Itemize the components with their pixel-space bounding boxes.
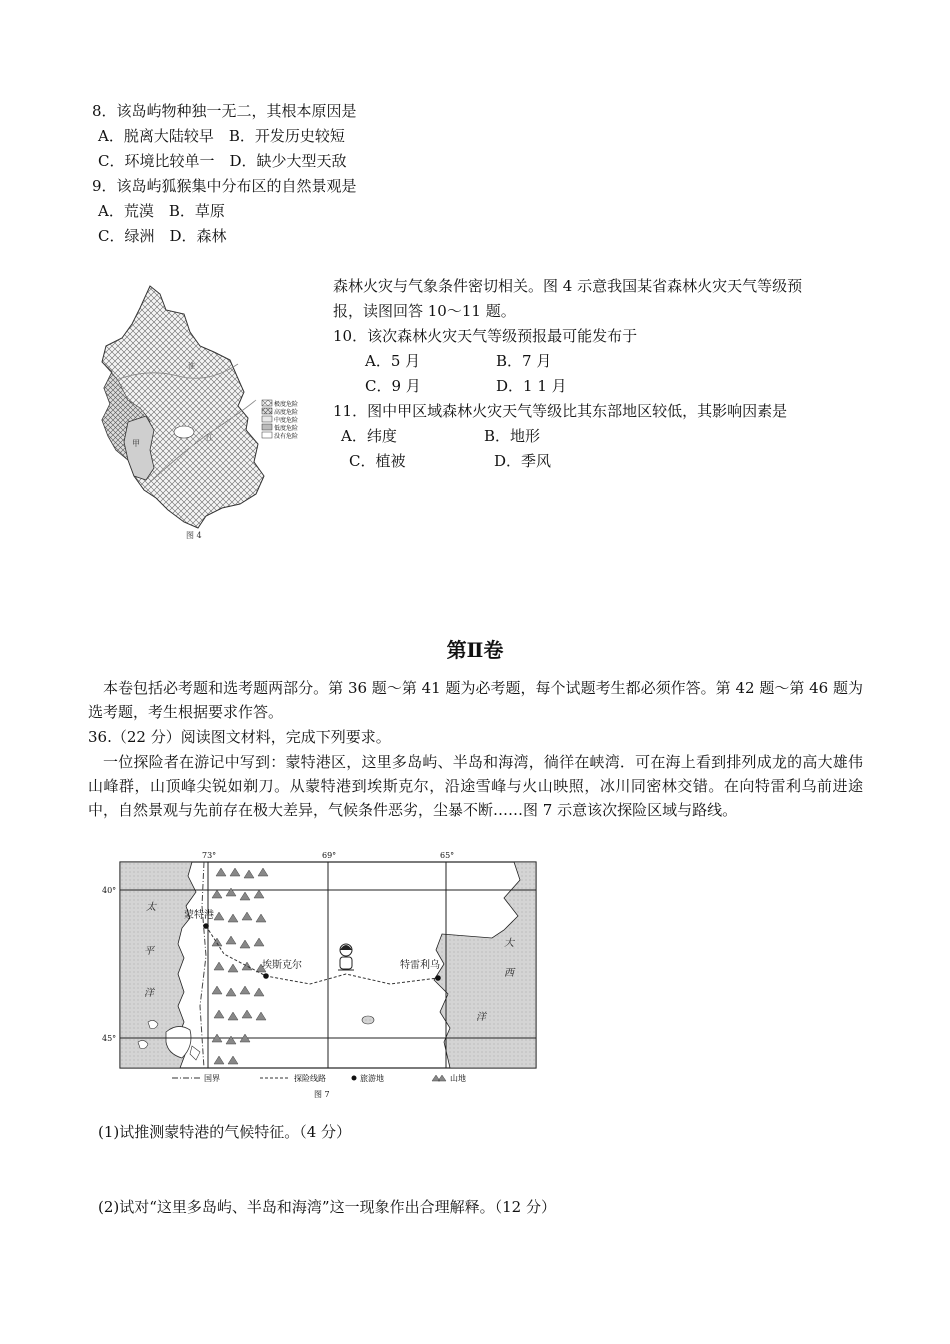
figure-4-caption: 图 4 (186, 531, 202, 540)
figure-7-map (100, 846, 550, 1102)
label-huai: 淮 (188, 362, 195, 370)
ocean-label: 西 (504, 968, 514, 979)
inland-lake (362, 1016, 374, 1024)
lake-icon (174, 426, 194, 438)
tourist-site-icon (263, 973, 269, 979)
q36-header: 36.（22 分）阅读图文材料，完成下列要求。 (88, 728, 391, 746)
legend-item: 高度危险 (274, 409, 299, 416)
q36-sub1: (1)试推测蒙特港的气候特征。（4 分） (98, 1123, 352, 1141)
place-label: 埃斯克尔 (262, 960, 302, 971)
longitude-label: 73° (202, 851, 217, 860)
intro-line-2: 报，读图回答 10～11 题。 (333, 302, 516, 320)
longitude-label: 65° (440, 851, 455, 860)
q10-option-c: C．9 月 (365, 377, 421, 395)
latitude-label: 45° (102, 1034, 117, 1043)
intro-line-1: 森林火灾与气象条件密切相关。图 4 示意我国某省森林火灾天气等级预 (333, 277, 803, 295)
q10-stem: 10．该次森林火灾天气等级预报最可能发布于 (333, 327, 638, 345)
q11-option-a: A．纬度 (341, 427, 397, 445)
legend-item: 山地 (450, 1074, 466, 1083)
q8-options-row1: A．脱离大陆较早 B．开发历史较短 (98, 127, 345, 145)
q10-option-a: A．5 月 (365, 352, 421, 370)
mountain-icon (432, 1075, 446, 1081)
place-label: 蒙特港 (184, 910, 214, 921)
ocean-label: 洋 (476, 1012, 486, 1023)
legend-item: 国界 (204, 1074, 220, 1083)
legend-item: 没有危险 (274, 433, 299, 440)
tourist-site-icon (203, 923, 209, 929)
ocean-label: 洋 (144, 988, 154, 999)
legend-item: 旅游地 (360, 1074, 384, 1083)
figure-7-caption: 图 7 (314, 1090, 330, 1099)
figure-4-map (88, 280, 320, 548)
label-jiang: 江 (206, 434, 213, 442)
q9-options-row1: A．荒漠 B．草原 (98, 202, 225, 220)
place-label: 特雷利乌 (400, 960, 440, 971)
q8-options-row2: C．环境比较单一 D．缺少大型天敌 (98, 152, 347, 170)
figure-7-legend (172, 1073, 466, 1083)
q9-options-row2: C．绿洲 D．森林 (98, 227, 227, 245)
zone-jia (124, 416, 154, 480)
q9-stem: 9．该岛屿狐猴集中分布区的自然景观是 (92, 177, 357, 195)
q36-material: 一位探险者在游记中写到：蒙特港区，这里多岛屿、半岛和海湾，徜徉在峡湾．可在海上看到排列成龙的高大雄伟山峰群，山顶峰尖锐如剃刀。从蒙特港到埃斯克尔，沿途雪峰与火山映照，冰川同密林交错。在向特雷利乌前进途中，自然景观与先前存在极大差异，气候条件恶劣，尘暴不断……图 7 示意该次探险区域与路线。 (88, 753, 863, 819)
latitude-label: 40° (102, 886, 117, 895)
legend-item: 探险线路 (294, 1074, 326, 1083)
longitude-label: 69° (322, 851, 337, 860)
legend-item: 低度危险 (274, 425, 299, 432)
q11-option-d: D．季风 (494, 452, 552, 470)
section-2-title: 第Ⅱ卷 (446, 638, 504, 662)
label-jia: 甲 (132, 439, 140, 448)
q11-option-b: B．地形 (484, 427, 541, 445)
q11-stem: 11．图中甲区域森林火灾天气等级比其东部地区较低，其影响因素是 (333, 402, 788, 420)
tourist-site-icon (435, 975, 441, 981)
q36-sub2: (2)试对“这里多岛屿、半岛和海湾”这一现象作出合理解释。（12 分） (98, 1198, 556, 1216)
section-2-intro: 本卷包括必考题和选考题两部分。第 36 题～第 41 题为必考题，每个试题考生都必须作答。第 42 题～第 46 题为选考题，考生根据要求作答。 (88, 679, 863, 721)
ocean-label: 太 (146, 902, 156, 913)
q10-option-d: D．1 1 月 (496, 377, 567, 395)
legend-item: 极度危险 (274, 401, 299, 408)
q10-option-b: B．7 月 (496, 352, 552, 370)
q11-option-c: C．植被 (349, 452, 406, 470)
ocean-label: 大 (504, 938, 514, 949)
q8-stem: 8．该岛屿物种独一无二，其根本原因是 (92, 102, 357, 120)
figure-4-legend (262, 400, 298, 440)
legend-item: 中度危险 (274, 417, 299, 424)
ocean-label: 平 (144, 946, 154, 957)
